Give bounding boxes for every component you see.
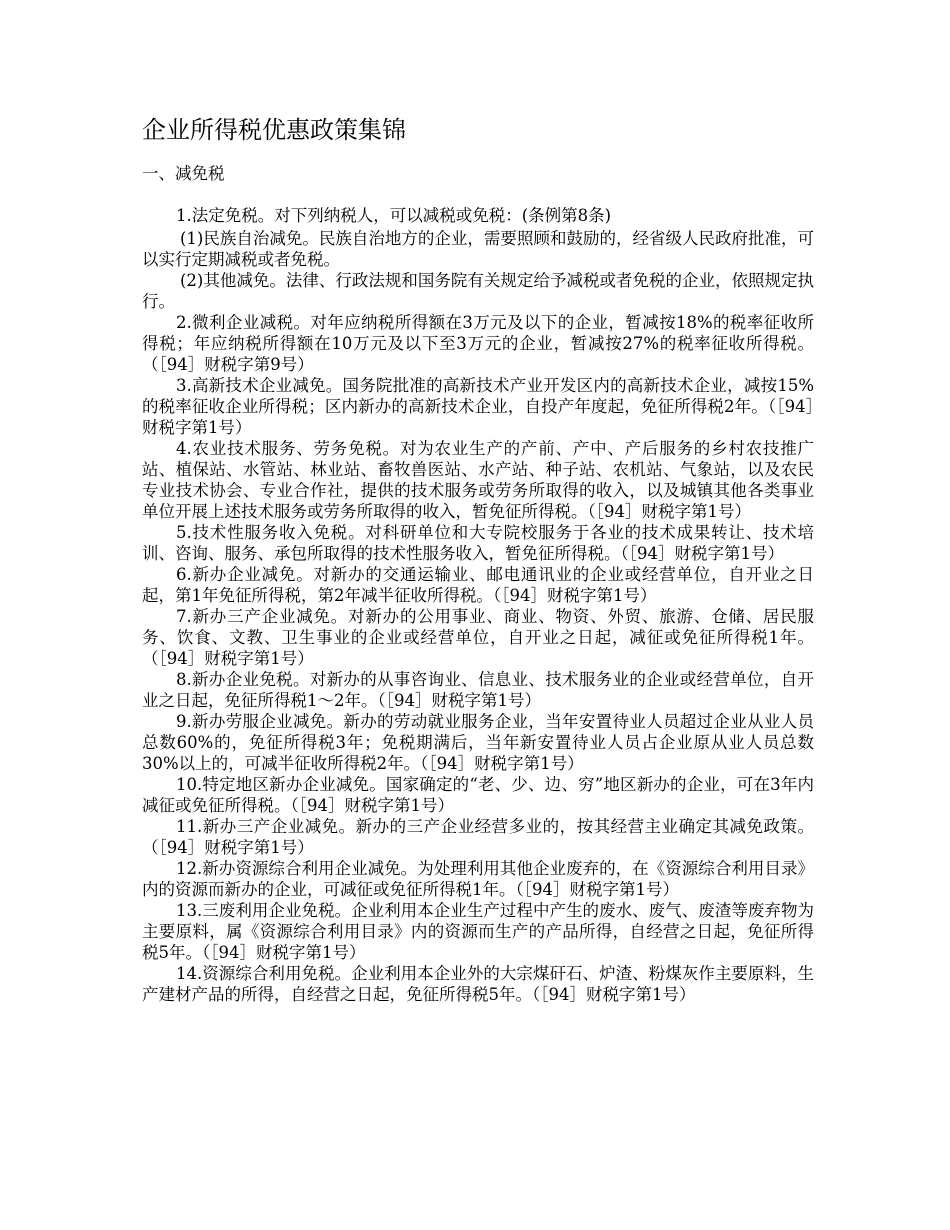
paragraph-12: 12.新办资源综合利用企业减免。为处理利用其他企业废弃的，在《资源综合利用目录》内的资源而新办的企业，可减征或免征所得税1年。（［94］财税字第1号） <box>142 859 814 899</box>
paragraph-3: 3.高新技术企业减免。国务院批准的高新技术产业开发区内的高新技术企业，减按15%的税率征收企业所得税；区内新办的高新技术企业，自投产年度起，免征所得税2年。（［94］财税字第1号） <box>142 376 814 437</box>
paragraph-10: 10.特定地区新办企业减免。国家确定的“老、少、边、穷”地区新办的企业，可在3年内减征或免征所得税。（［94］财税字第1号） <box>142 775 814 815</box>
section-heading: 一、减免税 <box>142 164 225 183</box>
paragraph-14: 14.资源综合利用免税。企业利用本企业外的大宗煤矸石、炉渣、粉煤灰作主要原料，生产建材产品的所得，自经营之日起，免征所得税5年。（［94］财税字第1号） <box>142 964 814 1004</box>
paragraph-1-sub-2: (2)其他减免。法律、行政法规和国务院有关规定给予减税或者免税的企业，依照规定执行。 <box>142 271 814 311</box>
document-body <box>142 205 814 1005</box>
paragraph-2: 2.微利企业减税。对年应纳税所得额在3万元及以下的企业，暂减按18%的税率征收所得税；年应纳税所得额在10万元及以下至3万元的企业，暂减按27%的税率征收所得税。（［94］财税字第9号） <box>142 313 814 374</box>
paragraph-13: 13.三废利用企业免税。企业利用本企业生产过程中产生的废水、废气、废渣等废弃物为主要原料，属《资源综合利用目录》内的资源而生产的产品所得，自经营之日起，免征所得税5年。（［94］财税字第1号） <box>142 901 814 962</box>
paragraph-8: 8.新办企业免税。对新办的从事咨询业、信息业、技术服务业的企业或经营单位，自开业之日起，免征所得税1～2年。（［94］财税字第1号） <box>142 670 814 710</box>
paragraph-9: 9.新办劳服企业减免。新办的劳动就业服务企业，当年安置待业人员超过企业从业人员总数60%的，免征所得税3年；免税期满后，当年新安置待业人员占企业原从业人员总数30%以上的，可减半征收所得税2年。（［94］财税字第1号） <box>142 712 814 773</box>
document-title: 企业所得税优惠政策集锦 <box>142 116 406 144</box>
paragraph-6: 6.新办企业减免。对新办的交通运输业、邮电通讯业的企业或经营单位，自开业之日起，第1年免征所得税，第2年减半征收所得税。（［94］财税字第1号） <box>142 565 814 605</box>
paragraph-4: 4.农业技术服务、劳务免税。对为农业生产的产前、产中、产后服务的乡村农技推广站、植保站、水管站、林业站、畜牧兽医站、水产站、种子站、农机站、气象站，以及农民专业技术协会、专业合作社，提供的技术服务或劳务所取得的收入，以及城镇其他各类事业单位开展上述技术服务或劳务所取得的收入，暂免征所得税。（［94］财税字第1号） <box>142 439 814 521</box>
paragraph-7: 7.新办三产企业减免。对新办的公用事业、商业、物资、外贸、旅游、仓储、居民服务、饮食、文教、卫生事业的企业或经营单位，自开业之日起，减征或免征所得税1年。（［94］财税字第1号） <box>142 607 814 668</box>
paragraph-1-sub-1: (1)民族自治减免。民族自治地方的企业，需要照顾和鼓励的，经省级人民政府批准，可以实行定期减税或者免税。 <box>142 229 814 269</box>
paragraph-5: 5.技术性服务收入免税。对科研单位和大专院校服务于各业的技术成果转让、技术培训、咨询、服务、承包所取得的技术性服务收入，暂免征所得税。（［94］财税字第1号） <box>142 523 814 563</box>
paragraph-1: 1.法定免税。对下列纳税人，可以减税或免税：(条例第8条) <box>176 206 612 225</box>
paragraph-11: 11.新办三产企业减免。新办的三产企业经营多业的，按其经营主业确定其减免政策。（［94］财税字第1号） <box>142 817 814 857</box>
